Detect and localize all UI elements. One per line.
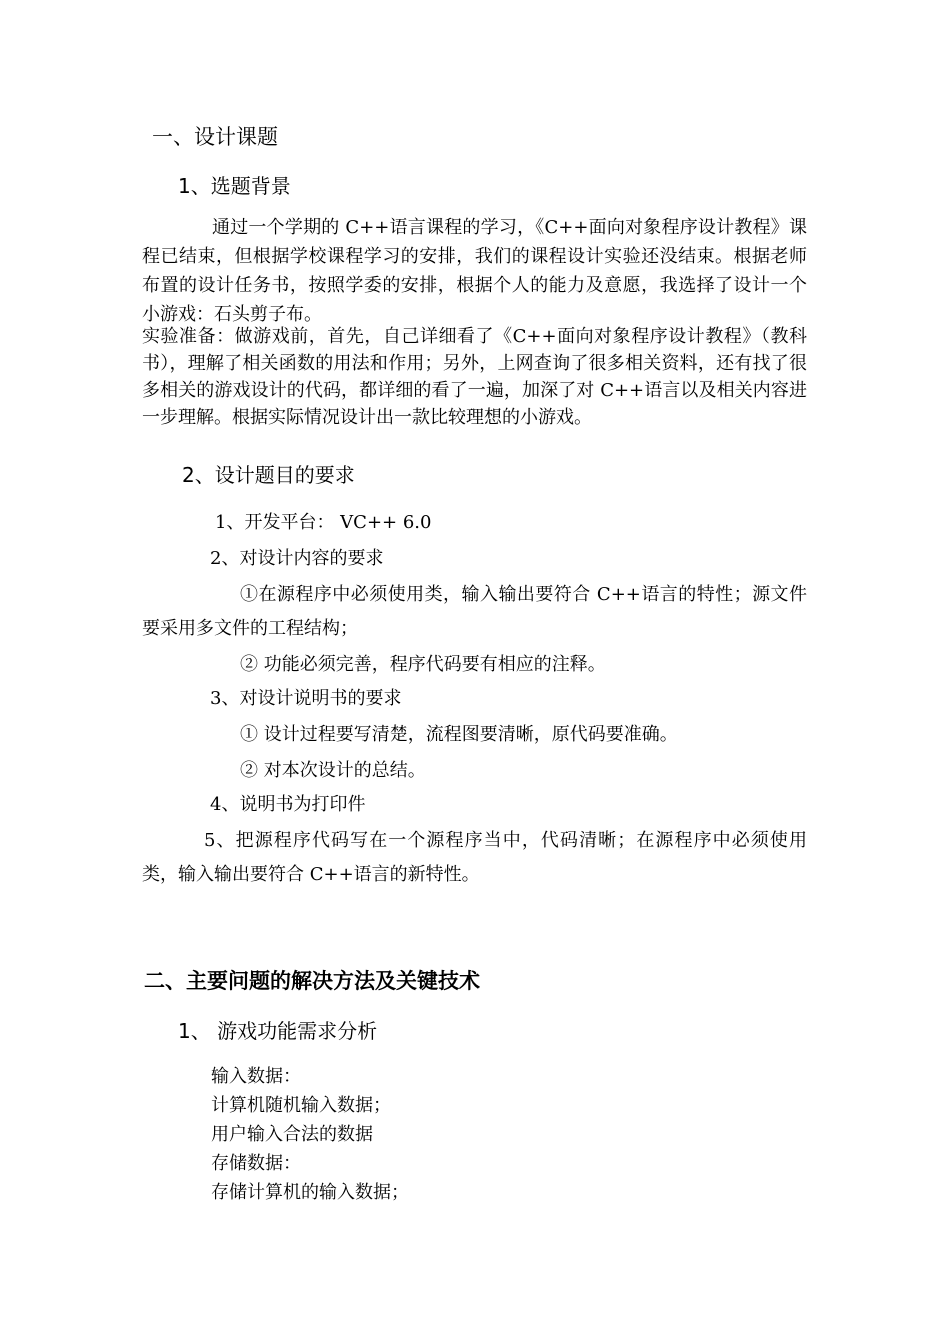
analysis-line: 存储计算机的输入数据； bbox=[211, 1182, 409, 1203]
requirement-item-source: 5、把源程序代码写在一个源程序当中，代码清晰；在源程序中必须使用类，输入输出要符合 C++语言的新特性。 bbox=[142, 830, 807, 885]
analysis-line: 用户输入合法的数据 bbox=[211, 1124, 373, 1145]
section2-heading: 二、主要问题的解决方法及关键技术 bbox=[144, 969, 480, 993]
section1-heading: 一、设计课题 bbox=[152, 125, 278, 149]
subsection-background-heading: 1、选题背景 bbox=[178, 174, 291, 198]
subsection-analysis-heading: 1、 游戏功能需求分析 bbox=[178, 1019, 378, 1043]
requirement-item-manual: 3、对设计说明书的要求 bbox=[210, 688, 402, 709]
requirement-manual-2: ② 对本次设计的总结。 bbox=[240, 760, 426, 781]
requirement-content-2: ② 功能必须完善，程序代码要有相应的注释。 bbox=[240, 654, 606, 675]
analysis-line: 输入数据： bbox=[211, 1066, 301, 1087]
requirement-item-content: 2、对设计内容的要求 bbox=[210, 548, 384, 569]
analysis-list bbox=[211, 1062, 409, 1207]
requirement-item-print: 4、说明书为打印件 bbox=[210, 794, 366, 815]
analysis-line: 计算机随机输入数据； bbox=[211, 1095, 391, 1116]
subsection-requirements-heading: 2、设计题目的要求 bbox=[182, 463, 355, 487]
requirement-content-1: ①在源程序中必须使用类，输入输出要符合 C++语言的特性；源文件要采用多文件的工程结构； bbox=[142, 584, 807, 639]
requirement-manual-1: ① 设计过程要写清楚，流程图要清晰，原代码要准确。 bbox=[240, 724, 678, 745]
preparation-paragraph: 实验准备：做游戏前，首先，自己详细看了《C++面向对象程序设计教程》（教科书），理解了相关函数的用法和作用；另外，上网查询了很多相关资料，还有找了很多相关的游戏设计的代码，都详细的看了一遍，加深了对 C++语言以及相关内容进一步理解。根据实际情况设计出一款比较理想的小游戏。 bbox=[142, 326, 807, 428]
background-paragraph: 通过一个学期的 C++语言课程的学习，《C++面向对象程序设计教程》课程已结束，但根据学校课程学习的安排，我们的课程设计实验还没结束。根据老师布置的设计任务书，按照学委的安排，根据个人的能力及意愿，我选择了设计一个小游戏：石头剪子布。 bbox=[142, 217, 807, 325]
analysis-line: 存储数据： bbox=[211, 1153, 301, 1174]
requirement-item-platform: 1、开发平台： VC++ 6.0 bbox=[215, 512, 432, 533]
